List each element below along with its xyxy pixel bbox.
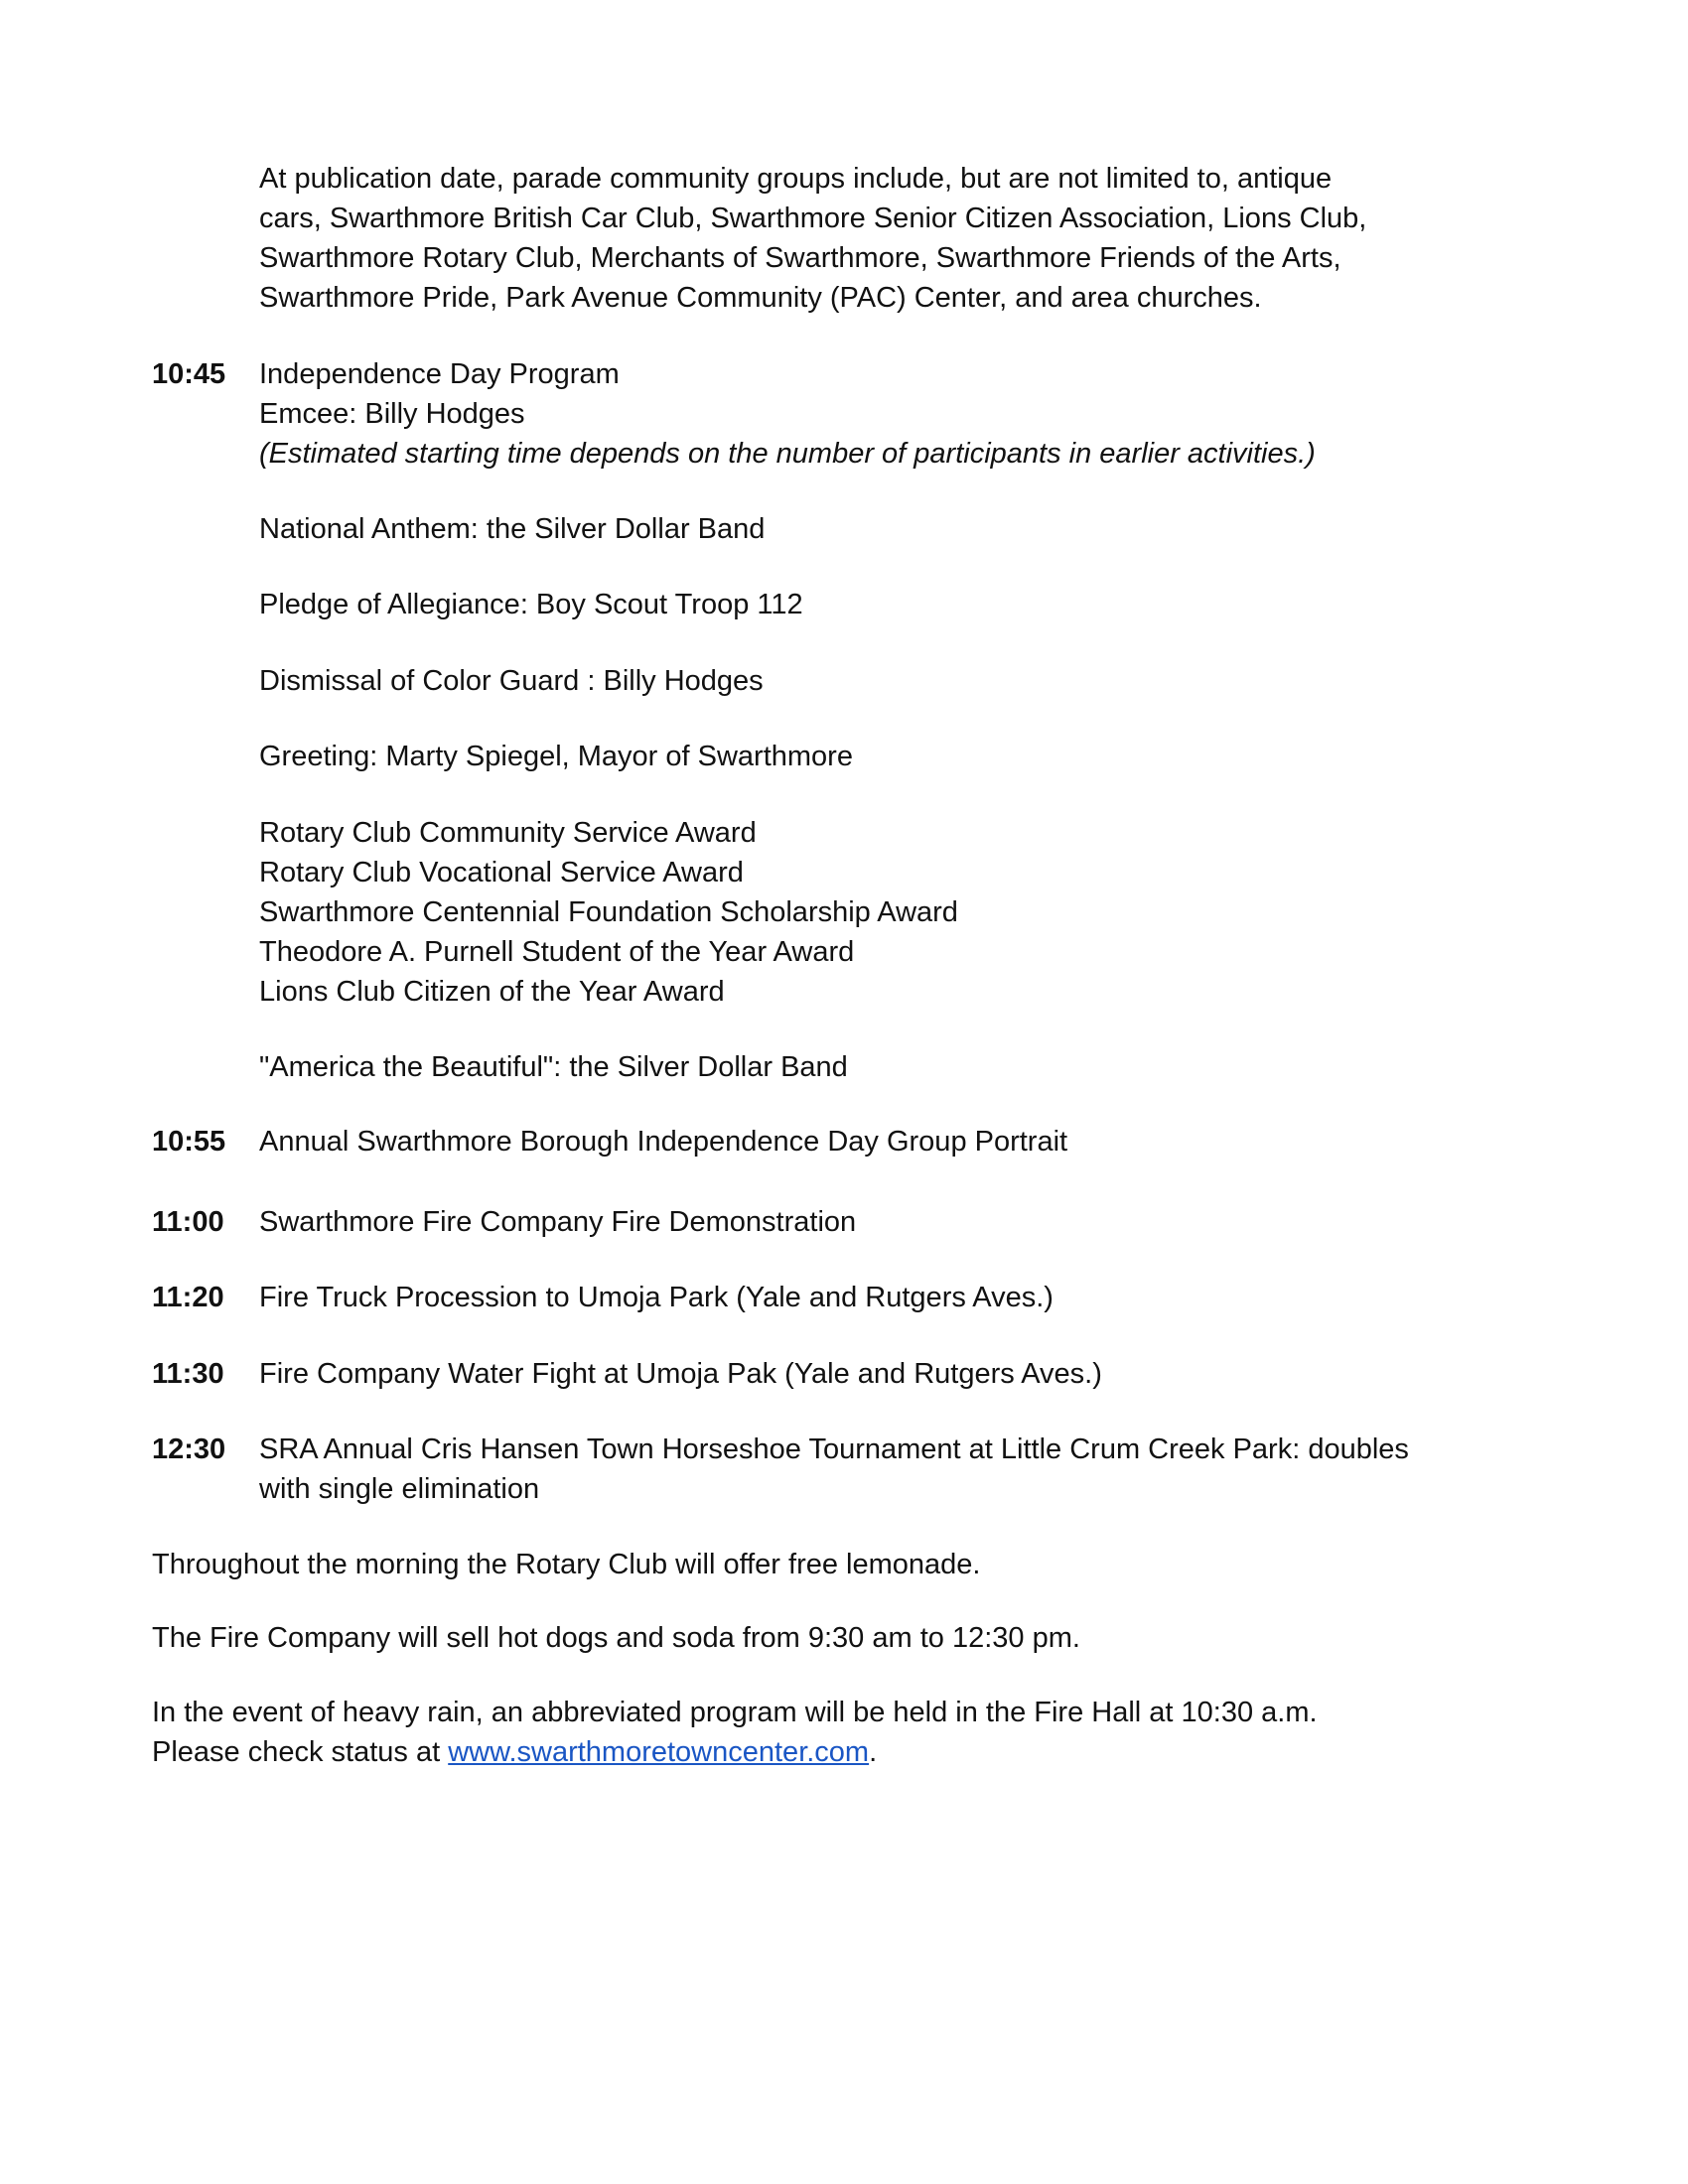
award-item: Rotary Club Vocational Service Award — [259, 857, 744, 888]
program-dismissal: Dismissal of Color Guard : Billy Hodges — [259, 665, 764, 697]
schedule-text: Fire Truck Procession to Umoja Park (Yale and Rutgers Aves.) — [259, 1282, 1054, 1313]
program-anthem: National Anthem: the Silver Dollar Band — [259, 513, 766, 545]
program-note: (Estimated starting time depends on the number of participants in earlier activities.) — [259, 438, 1316, 470]
status-prefix: Please check status at — [152, 1736, 449, 1768]
intro-line-2: cars, Swarthmore British Car Club, Swarthmore Senior Citizen Association, Lions Club, — [259, 203, 1367, 234]
program-pledge: Pledge of Allegiance: Boy Scout Troop 112 — [259, 589, 803, 620]
program-greeting: Greeting: Marty Spiegel, Mayor of Swarthmore — [259, 741, 853, 772]
schedule-text-continued: with single elimination — [259, 1473, 540, 1505]
note-hotdogs: The Fire Company will sell hot dogs and soda from 9:30 am to 12:30 pm. — [152, 1622, 1080, 1654]
award-item: Rotary Club Community Service Award — [259, 817, 757, 849]
program-time: 10:45 — [152, 358, 226, 390]
status-suffix: . — [869, 1736, 878, 1768]
schedule-text: Fire Company Water Fight at Umoja Pak (Yale and Rutgers Aves.) — [259, 1358, 1102, 1390]
status-link[interactable]: www.swarthmoretowncenter.com — [448, 1736, 870, 1768]
schedule-text: Swarthmore Fire Company Fire Demonstration — [259, 1206, 857, 1238]
award-item: Swarthmore Centennial Foundation Scholarship Award — [259, 896, 958, 928]
schedule-time: 10:55 — [152, 1126, 226, 1158]
schedule-text: SRA Annual Cris Hansen Town Horseshoe Tournament at Little Crum Creek Park: doubles — [259, 1433, 1409, 1465]
note-status — [152, 1732, 877, 1772]
award-item: Lions Club Citizen of the Year Award — [259, 976, 725, 1008]
program-emcee: Emcee: Billy Hodges — [259, 398, 525, 430]
program-closing-song: "America the Beautiful": the Silver Dollar Band — [259, 1051, 848, 1083]
program-title: Independence Day Program — [259, 358, 620, 390]
schedule-time: 11:00 — [152, 1206, 224, 1238]
intro-line-3: Swarthmore Rotary Club, Merchants of Swarthmore, Swarthmore Friends of the Arts, — [259, 242, 1341, 274]
schedule-time: 11:20 — [152, 1282, 224, 1313]
intro-line-4: Swarthmore Pride, Park Avenue Community (PAC) Center, and area churches. — [259, 282, 1262, 314]
schedule-text: Annual Swarthmore Borough Independence Day Group Portrait — [259, 1126, 1068, 1158]
schedule-time: 12:30 — [152, 1433, 226, 1465]
schedule-time: 11:30 — [152, 1358, 224, 1390]
intro-line-1: At publication date, parade community groups include, but are not limited to, antique — [259, 163, 1333, 195]
note-lemonade: Throughout the morning the Rotary Club will offer free lemonade. — [152, 1549, 981, 1580]
note-rain: In the event of heavy rain, an abbreviated program will be held in the Fire Hall at 10:30 a.m. — [152, 1697, 1318, 1728]
award-item: Theodore A. Purnell Student of the Year Award — [259, 936, 855, 968]
